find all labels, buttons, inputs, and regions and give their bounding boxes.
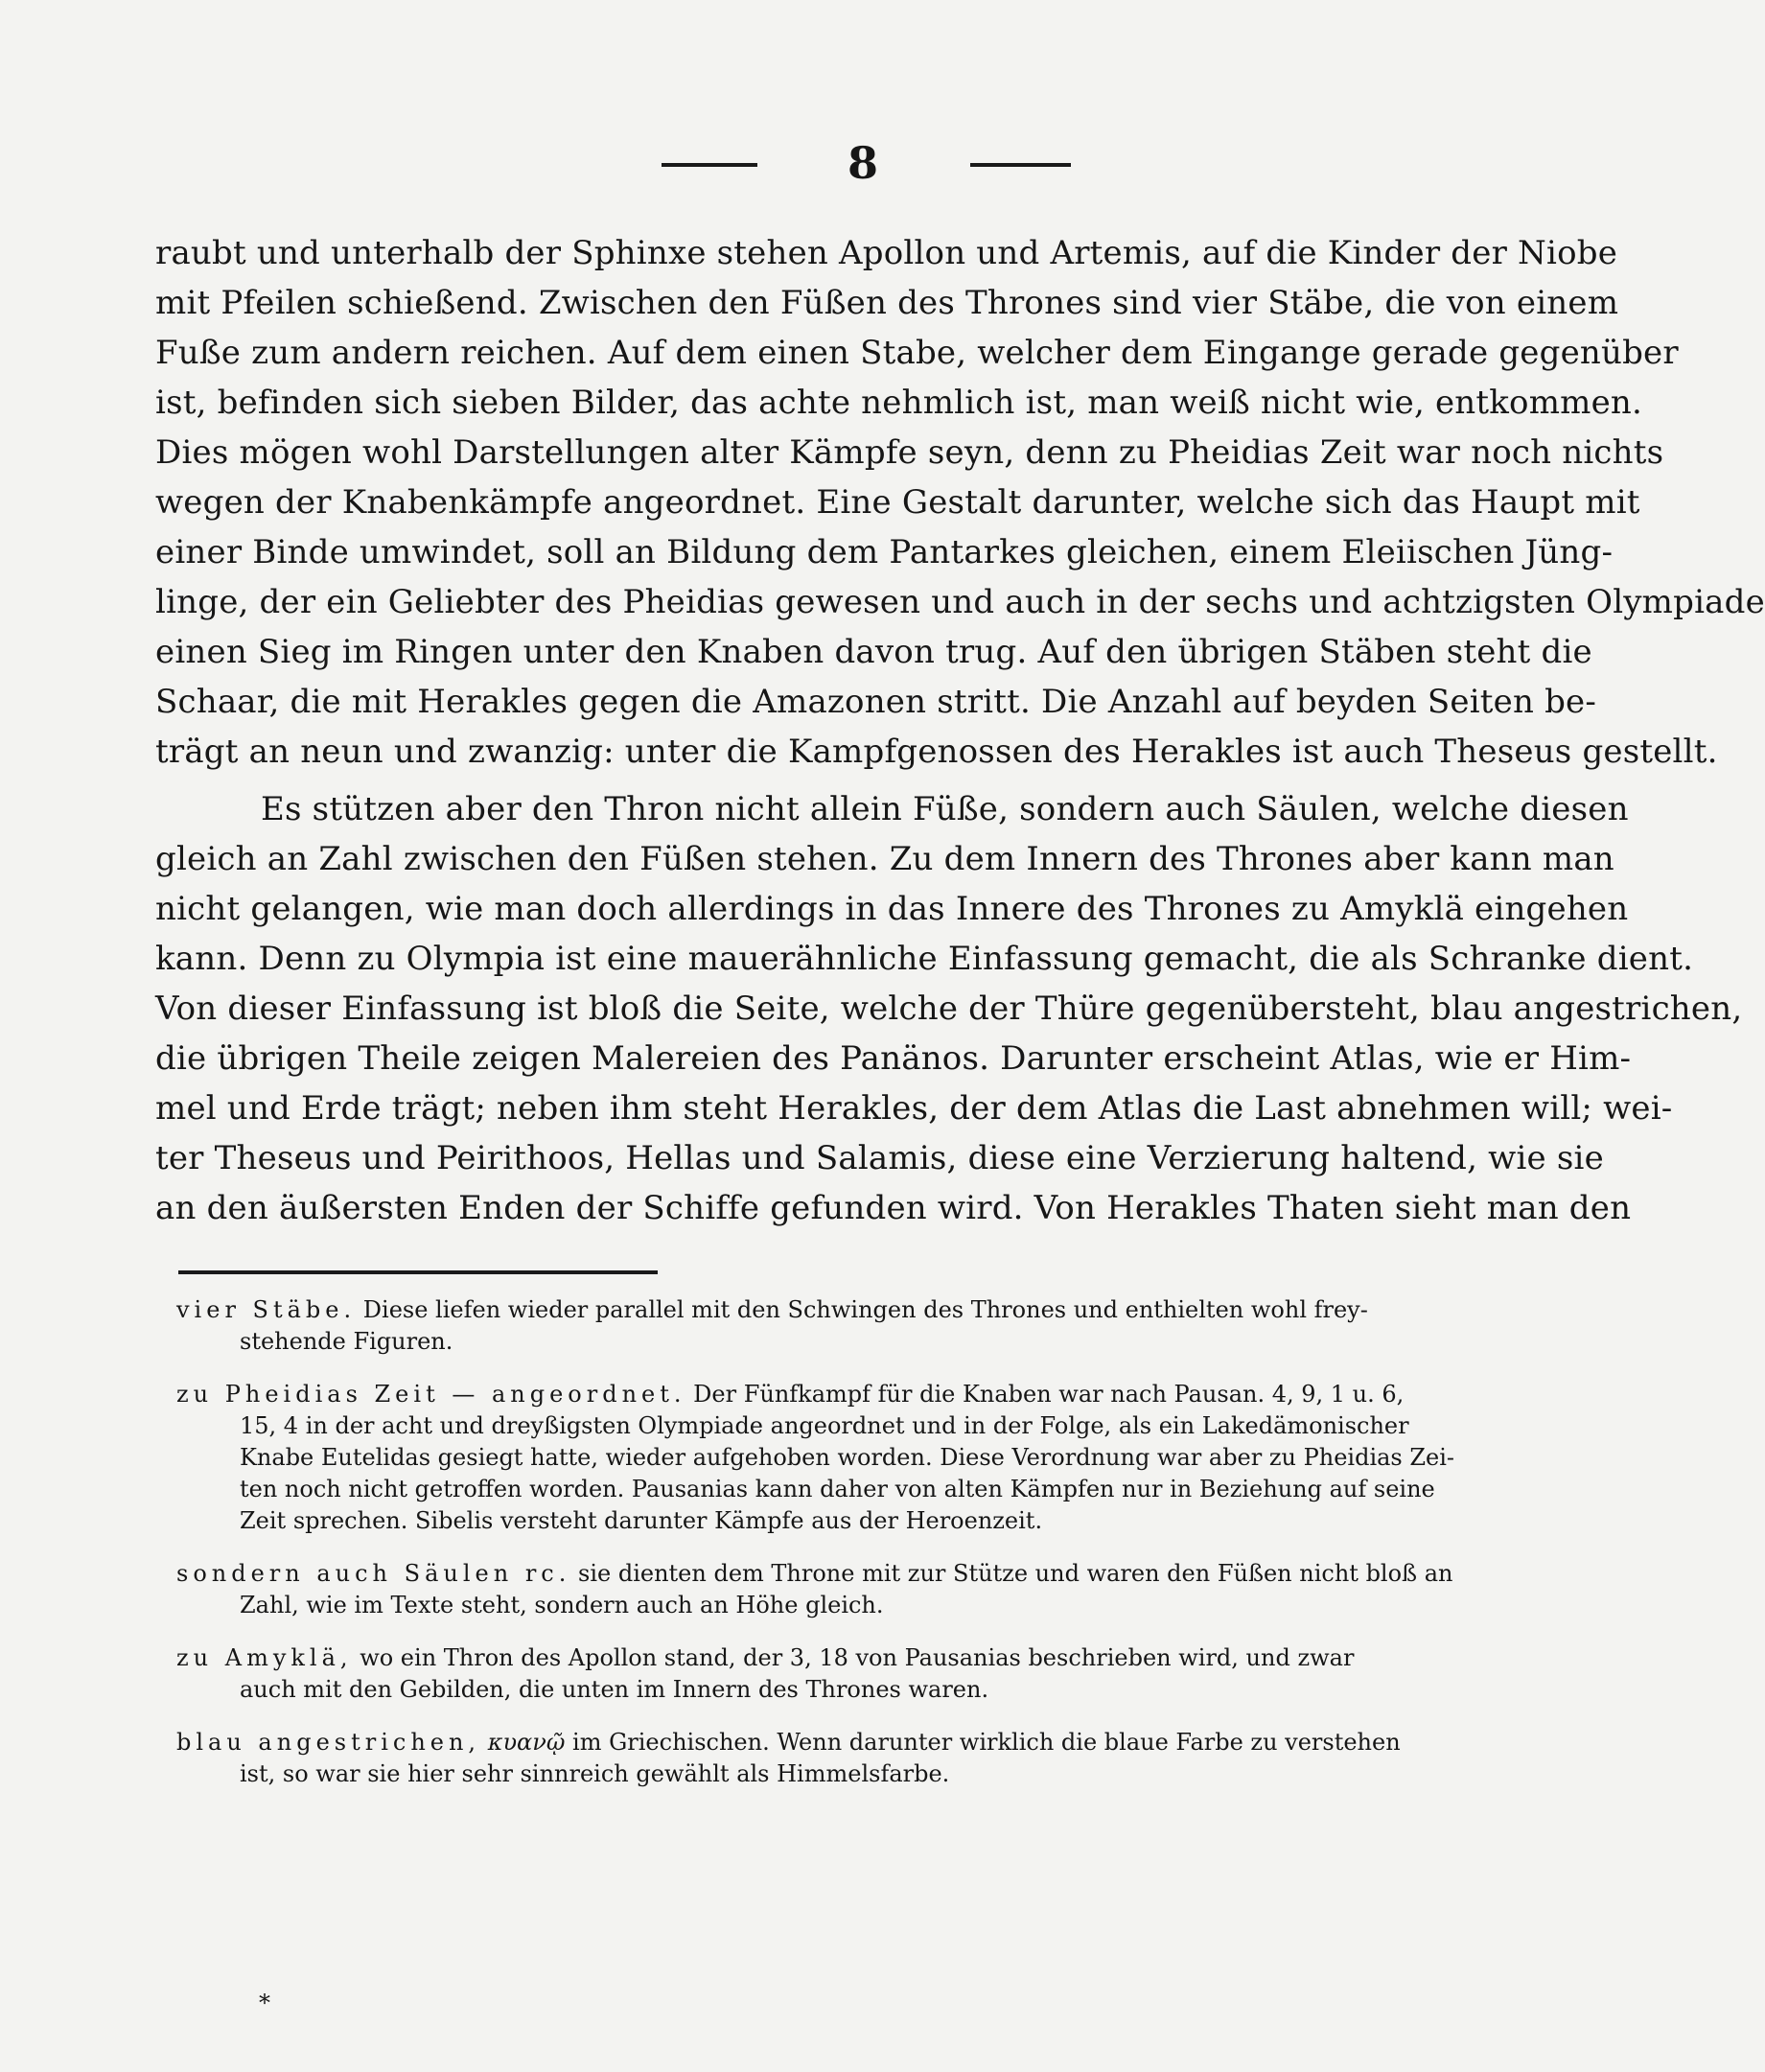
- header-rule-left: [662, 163, 757, 167]
- footnote: [176, 1379, 1591, 1537]
- text-line: ter Theseus und Peirithoos, Hellas und Salamis, diese eine Verzierung haltend, wie sie: [155, 1139, 1604, 1177]
- footnote-line: Zahl, wie im Texte steht, sondern auch an Höhe gleich.: [240, 1592, 884, 1618]
- footnote-lemma: vier Stäbe.: [176, 1296, 357, 1323]
- footnote-line: [176, 1558, 1591, 1590]
- footnote-separator: [178, 1270, 658, 1274]
- text-line: mit Pfeilen schießend. Zwischen den Füßen des Thrones sind vier Stäbe, die von einem: [155, 284, 1619, 322]
- text-line: an den äußersten Enden der Schiffe gefunden wird. Von Herakles Thaten sieht man den: [155, 1189, 1632, 1227]
- text-line: linge, der ein Geliebter des Pheidias gewesen und auch in der sechs und achtzigsten Olympiade: [155, 583, 1765, 621]
- footnote: [176, 1727, 1591, 1790]
- footnote-line: Zeit sprechen. Sibelis versteht darunter Kämpfe aus der Heroenzeit.: [240, 1507, 1043, 1534]
- footnote-line: auch mit den Gebilden, die unten im Innern des Thrones waren.: [240, 1676, 989, 1703]
- text-line: Schaar, die mit Herakles gegen die Amazonen stritt. Die Anzahl auf beyden Seiten be-: [155, 683, 1597, 721]
- text-line: Von dieser Einfassung ist bloß die Seite, welche der Thüre gegenübersteht, blau angestrichen,: [155, 989, 1743, 1028]
- footnote-lemma: sondern auch Säulen rc.: [176, 1560, 571, 1587]
- footnote-line: stehende Figuren.: [240, 1328, 453, 1355]
- footnote-lemma: zu Pheidias Zeit — angeordnet.: [176, 1381, 686, 1408]
- footnote-text: wo ein Thron des Apollon stand, der 3, 18 von Pausanias beschrieben wird, und zwar: [360, 1644, 1355, 1671]
- page-header: [0, 134, 1684, 192]
- text-line: einer Binde umwindet, soll an Bildung dem Pantarkes gleichen, einem Eleiischen Jüng-: [155, 533, 1614, 571]
- text-line: nicht gelangen, wie man doch allerdings in das Innere des Thrones zu Amyklä eingehen: [155, 890, 1629, 928]
- footnote-text: sie dienten dem Throne mit zur Stütze und waren den Füßen nicht bloß an: [578, 1560, 1453, 1587]
- footnote-line: Knabe Eutelidas gesiegt hatte, wieder aufgehoben worden. Diese Verordnung war aber zu Pheidias Zei-: [240, 1444, 1455, 1471]
- footnote-text: Der Fünfkampf für die Knaben war nach Pausan. 4, 9, 1 u. 6,: [693, 1381, 1405, 1408]
- footnote-lemma: blau angestrichen,: [176, 1729, 481, 1756]
- footnote-lemma: zu Amyklä,: [176, 1644, 353, 1671]
- text-line: Dies mögen wohl Darstellungen alter Kämpfe seyn, denn zu Pheidias Zeit war noch nichts: [155, 433, 1664, 472]
- footnote-text: Diese liefen wieder parallel mit den Schwingen des Thrones und enthielten wohl frey-: [362, 1296, 1368, 1323]
- text-line: ist, befinden sich sieben Bilder, das achte nehmlich ist, man weiß nicht wie, entkommen.: [155, 384, 1643, 422]
- paragraph-gap: [155, 777, 1584, 784]
- footnote: [176, 1642, 1591, 1706]
- greek-word: κυανῷ: [487, 1729, 566, 1756]
- footnote-line: 15, 4 in der acht und dreyßigsten Olympiade angeordnet und in der Folge, als ein Lakedämonischer: [240, 1412, 1409, 1439]
- footnote-line: ten noch nicht getroffen worden. Pausanias kann daher von alten Kämpfen nur in Beziehung auf seine: [240, 1476, 1435, 1502]
- text-line: Es stützen aber den Thron nicht allein Füße, sondern auch Säulen, welche diesen: [261, 790, 1629, 828]
- footnote-line: ist, so war sie hier sehr sinnreich gewählt als Himmelsfarbe.: [240, 1760, 950, 1787]
- footnote-line: [176, 1727, 1591, 1758]
- text-line: kann. Denn zu Olympia ist eine mauerähnliche Einfassung gemacht, die als Schranke dient.: [155, 940, 1694, 978]
- footnote-line: [176, 1379, 1591, 1410]
- page-number: 8: [847, 137, 878, 189]
- footnote: [176, 1294, 1591, 1358]
- text-line: einen Sieg im Ringen unter den Knaben davon trug. Auf den übrigen Stäben steht die: [155, 633, 1592, 671]
- text-line: wegen der Knabenkämpfe angeordnet. Eine Gestalt darunter, welche sich das Haupt mit: [155, 483, 1640, 522]
- header-rule-right: [970, 163, 1071, 167]
- text-line: die übrigen Theile zeigen Malereien des Panänos. Darunter erscheint Atlas, wie er Him-: [155, 1039, 1632, 1078]
- printer-mark: *: [259, 1990, 270, 2016]
- footnote: [176, 1558, 1591, 1621]
- text-line: mel und Erde trägt; neben ihm steht Herakles, der dem Atlas die Last abnehmen will; wei-: [155, 1089, 1673, 1128]
- footnote-text: im Griechischen. Wenn darunter wirklich die blaue Farbe zu verstehen: [572, 1729, 1401, 1756]
- footnote-line: [176, 1642, 1591, 1674]
- footnote-line: [176, 1294, 1591, 1326]
- text-line: raubt und unterhalb der Sphinxe stehen Apollon und Artemis, auf die Kinder der Niobe: [155, 234, 1618, 272]
- text-line: Fuße zum andern reichen. Auf dem einen Stabe, welcher dem Eingange gerade gegenüber: [155, 334, 1679, 372]
- main-text: [155, 228, 1765, 1233]
- text-line: trägt an neun und zwanzig: unter die Kampfgenossen des Herakles ist auch Theseus gestellt.: [155, 733, 1718, 771]
- text-line: gleich an Zahl zwischen den Füßen stehen. Zu dem Innern des Thrones aber kann man: [155, 840, 1614, 878]
- footnotes: [176, 1294, 1591, 1811]
